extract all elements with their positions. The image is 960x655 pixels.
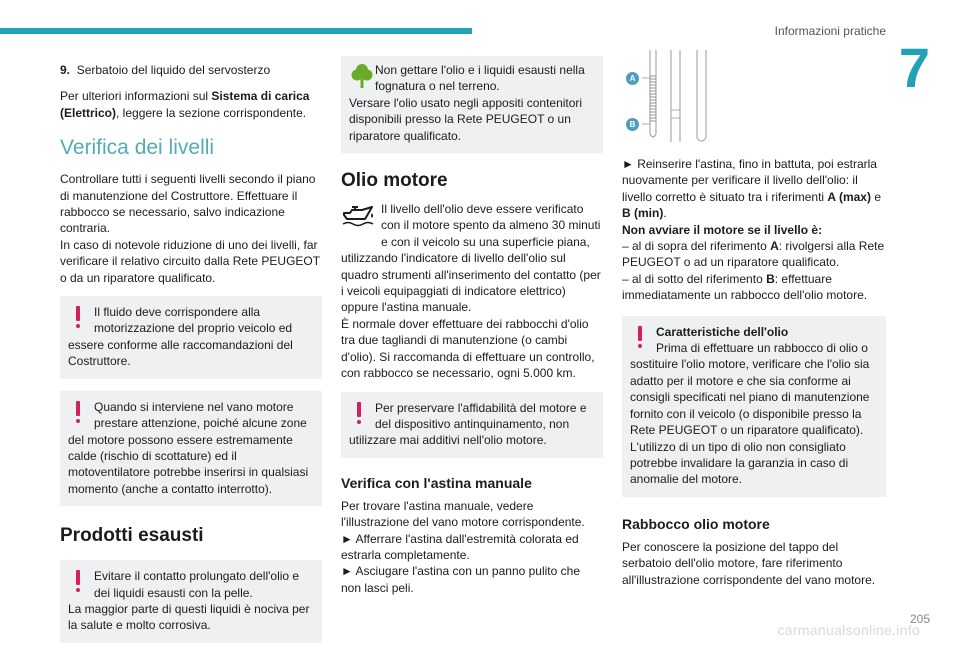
environment-text: Non gettare l'olio e i liquidi esausti nella fognatura o nel terreno. Versare l'olio usato negli appositi contenitori disponibili presso la Rete PEUGEOT o un riparatore qualificato. bbox=[349, 63, 585, 143]
warning-text: Prima di effettuare un rabbocco di olio o sostituire l'olio motore, verificare che l'olio sia adatto per il motore e che sia conforme ai consigli specificati nel piano di manutenzione fornito con il veicolo (o disponibile presso la Rete PEUGEOT o un riparatore qualificato). L'utilizzo di un tipo di olio non consigliato potrebbe invalidare la garanzia in caso di anomalie del motore. bbox=[630, 341, 870, 487]
warning-icon bbox=[630, 324, 656, 356]
warning-text: Quando si interviene nel vano motore prestare attenzione, poiché alcune zone del motore possono essere estremamente calde (rischio di scottature) ed il motoventilatore potrebbe inserirsi in qualsiasi momento (anche a contatto interrotto). bbox=[68, 399, 309, 496]
column-left bbox=[60, 62, 322, 655]
section-title-prodotti: Prodotti esausti bbox=[60, 525, 204, 547]
warning-icon bbox=[68, 568, 94, 600]
warning-icon bbox=[68, 304, 94, 336]
non-avviare-heading bbox=[622, 222, 886, 238]
warning-icon bbox=[349, 400, 375, 432]
warning-box bbox=[60, 560, 322, 643]
watermark: carmanualsonline.info bbox=[777, 622, 920, 638]
dipstick-illustration bbox=[622, 50, 886, 142]
warning-box bbox=[341, 392, 603, 458]
page-number: 205 bbox=[909, 612, 930, 626]
item-text: Serbatoio del liquido del servosterzo bbox=[76, 63, 271, 77]
sopra-item bbox=[622, 238, 886, 271]
text: Per ulteriori informazioni sul bbox=[60, 89, 212, 104]
subsection-title-rabbocco: Rabbocco olio motore bbox=[622, 515, 770, 532]
tree-icon bbox=[349, 62, 375, 94]
warning-box bbox=[60, 391, 322, 506]
mark-a: A bbox=[770, 239, 779, 254]
text: ► Reinserire l'astina, fino in battuta, poi estrarla nuovamente per verificare il livello dell'olio: il livello corretto è situato tra i riferimenti bbox=[622, 157, 877, 204]
list-item-9 bbox=[60, 62, 322, 78]
text: , leggere la sezione corrispondente. bbox=[116, 105, 307, 120]
oil-specs-title: Caratteristiche dell'olio bbox=[656, 324, 789, 339]
text: – al di sopra del riferimento bbox=[622, 239, 771, 254]
text: . bbox=[663, 206, 667, 221]
mark-a-max: A (max) bbox=[827, 189, 871, 204]
olio-paragraph bbox=[341, 201, 603, 381]
text: Non avviare il motore se il livello è: bbox=[622, 222, 823, 237]
verifica-body: Controllare tutti i seguenti livelli secondo il piano di manutenzione del Costruttore. Effettuare il rabbocco se necessario, salvo indicazione contraria. In caso di notevole riduzione di uno dei livelli, far verificare il relativo circuito dalla Rete PEUGEOT o da un riparatore qualificato. bbox=[60, 172, 320, 285]
section-title-verifica: Verifica dei livelli bbox=[60, 136, 215, 160]
oil-can-icon bbox=[341, 201, 377, 235]
rabbocco-body: Per conoscere la posizione del tappo del serbatoio dell'olio motore, fare riferimento all'illustrazione corrispondente del vano motore. bbox=[622, 539, 876, 587]
text: : effettuare immediatamente un rabbocco dell'olio motore. bbox=[622, 271, 868, 303]
more-info-paragraph bbox=[60, 88, 322, 121]
warning-text: Evitare il contatto prolungato dell'olio e dei liquidi esausti con la pelle. La maggior parte di questi liquidi è nociva per la salute e molto corrosiva. bbox=[68, 569, 310, 633]
reference-label-b: B bbox=[626, 118, 639, 131]
subsection-title-astina: Verifica con l'astina manuale bbox=[341, 474, 532, 491]
warning-box bbox=[60, 296, 322, 379]
environment-box bbox=[341, 56, 603, 153]
olio-body: Il livello dell'olio deve essere verificato con il motore spento da almeno 30 minuti e con il veicolo su una superficie piana, utilizzando l'indicatore di livello dell'olio sul quadro strumenti all'inserimento del contatto (per i veicoli equipaggiati di indicatore elettrico) oppure l'astina manuale. È normale dover effettuare dei rabbocchi d'olio tra due tagliandi di manutenzione (o cambi d'olio). Si raccomanda di effettuare un controllo, con rabbocco se necessario, ogni 5.000 km. bbox=[341, 202, 601, 381]
warning-icon bbox=[68, 399, 94, 431]
reference-label-a: A bbox=[626, 72, 639, 85]
item-number: 9. bbox=[60, 63, 71, 77]
chapter-number: 7 bbox=[898, 36, 930, 99]
mark-b-min: B (min) bbox=[622, 206, 664, 221]
warning-text: Il fluido deve corrispondere alla motorizzazione del proprio veicolo ed essere conforme alle raccomandazioni del Costruttore. bbox=[68, 305, 293, 369]
astina-body: Per trovare l'astina manuale, vedere l'illustrazione del vano motore corrispondente. ► Afferrare l'astina dall'estremità colorata ed estrarla completamente. ► Asciugare l'astina con un panno pulito che non lasci peli. bbox=[341, 498, 585, 595]
sotto-item bbox=[622, 271, 886, 304]
column-middle bbox=[341, 56, 603, 606]
warning-box bbox=[622, 316, 886, 497]
section-title-olio: Olio motore bbox=[341, 170, 448, 192]
header-accent-bar bbox=[0, 28, 472, 34]
reinserire-paragraph bbox=[622, 156, 886, 222]
mark-b: B bbox=[766, 271, 775, 286]
warning-text: Per preservare l'affidabilità del motore e del dispositivo antinquinamento, non utilizzare mai additivi nell'olio motore. bbox=[349, 400, 587, 448]
column-right bbox=[622, 50, 886, 598]
section-header-title: Informazioni pratiche bbox=[774, 24, 886, 38]
text: – al di sotto del riferimento bbox=[622, 271, 767, 286]
text: e bbox=[870, 189, 881, 204]
text: : rivolgersi alla Rete PEUGEOT o ad un riparatore qualificato. bbox=[622, 239, 885, 270]
section-reference: Sistema di carica (Elettrico) bbox=[60, 89, 310, 120]
